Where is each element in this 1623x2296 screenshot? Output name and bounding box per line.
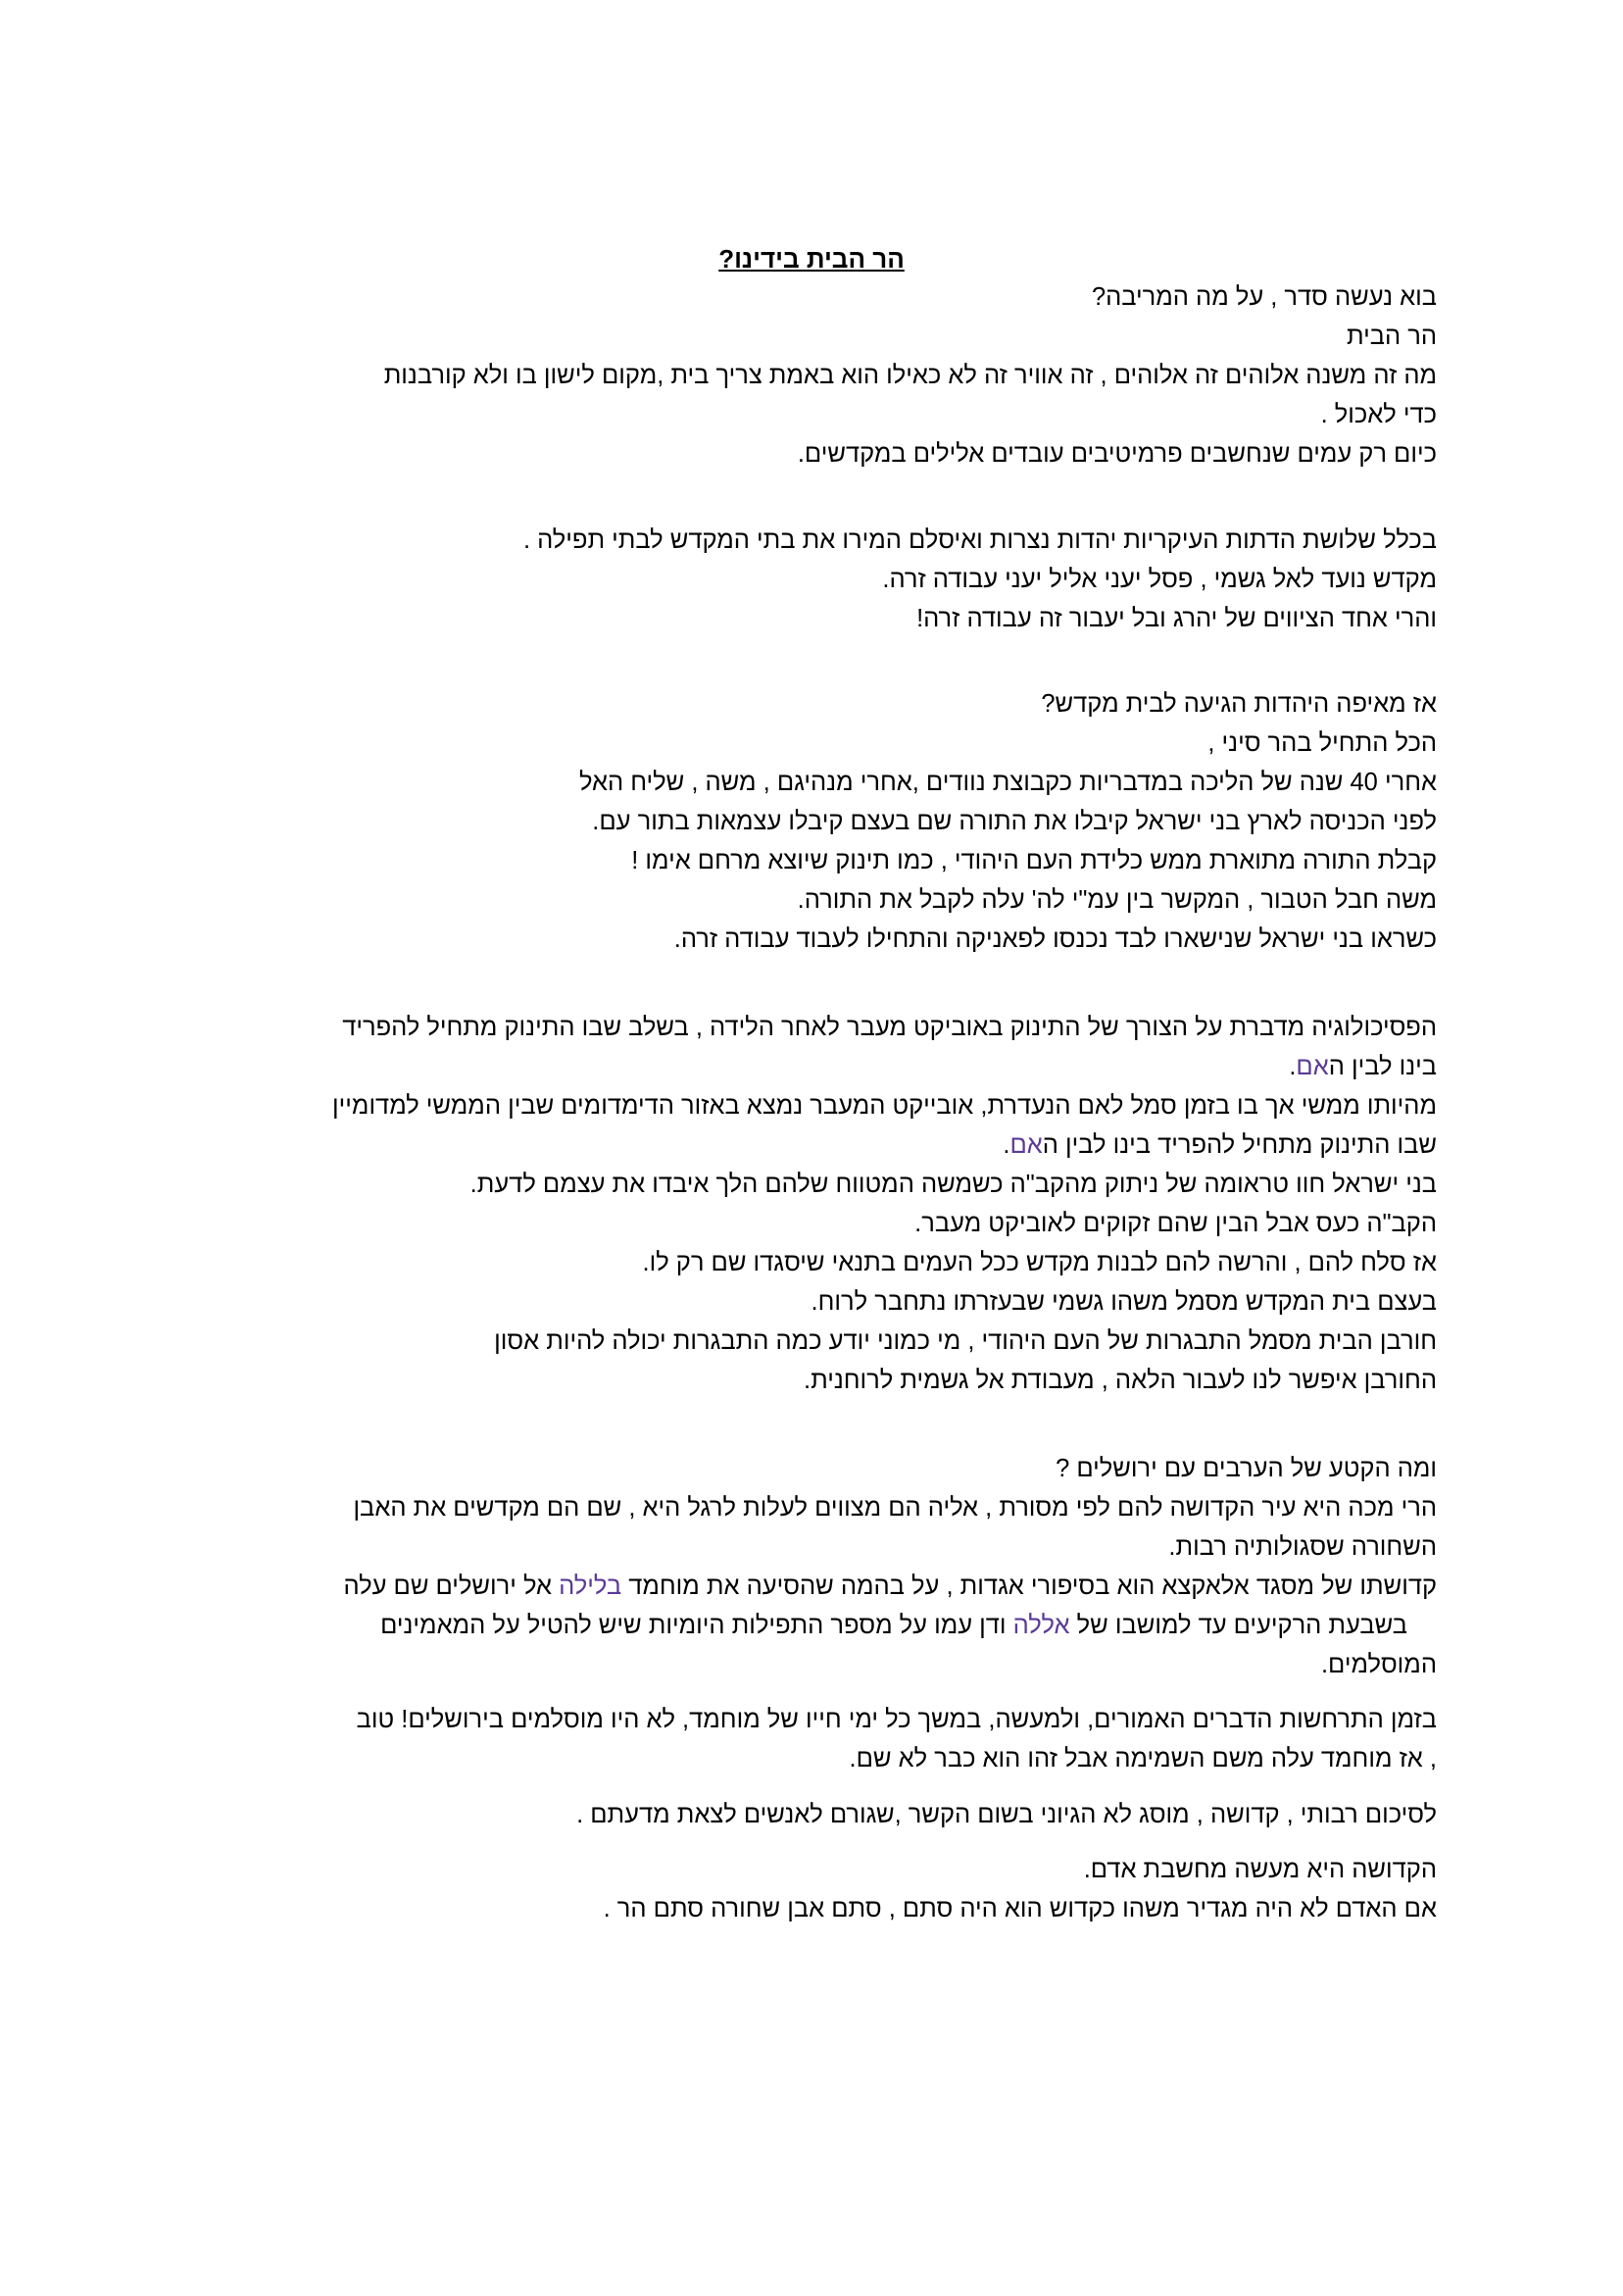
text-line: הפסיכולוגיה מדברת על הצורך של התינוק באוביקט מעבר לאחר הלידה , בשלב שבו התינוק מתחיל להפריד <box>342 1014 1437 1041</box>
text-line: הרי מכה היא עיר הקדושה להם לפי מסורת , אליה הם מצווים לעלות לרגל היא , שם הם מקדשים את האבן <box>353 1494 1437 1522</box>
text-line: בוא נעשה סדר , על מה המריבה? <box>1091 283 1437 311</box>
text-line: המוסלמים. <box>1320 1651 1437 1678</box>
text-line: מהיותו ממשי אך בו בזמן סמל לאם הנעדרת, אובייקט המעבר נמצא באזור הדימדומים שבין הממשי למדומיין <box>332 1092 1437 1120</box>
text-line: הקב"ה כעס אבל הבין שהם זקוקים לאוביקט מעבר. <box>914 1210 1437 1237</box>
highlighted-word[interactable]: אללה <box>1012 1612 1070 1639</box>
text-fragment: קדושתו של מסגד אלאקצא הוא בסיפורי אגדות , על בהמה שהסיעה את מוחמד <box>621 1572 1437 1600</box>
document-title: הר הבית בידינו? <box>718 244 905 274</box>
text-line: קבלת התורה מתוארת ממש כלידת העם היהודי , כמו תינוק שיוצא מרחם אימו ! <box>631 847 1437 874</box>
text-line: הקדושה היא מעשה מחשבת אדם. <box>1083 1856 1437 1883</box>
text-line: לפני הכניסה לארץ בני ישראל קיבלו את התורה שם בעצם קיבלו עצמאות בתור עם. <box>592 808 1437 835</box>
text-fragment: אל ירושלים שם עלה <box>343 1572 560 1600</box>
text-line <box>192 1570 1437 1603</box>
text-line: הכל התחיל בהר סיני , <box>1207 729 1437 757</box>
text-line: הר הבית <box>1346 323 1437 350</box>
text-fragment: בינו לבין ה <box>1328 1053 1437 1080</box>
text-line: אם האדם לא היה מגדיר משהו כקדוש הוא היה סתם , סתם אבן שחורה סתם הר . <box>603 1895 1437 1922</box>
highlighted-word[interactable]: אם <box>1296 1053 1329 1080</box>
text-line <box>163 1609 1407 1642</box>
text-fragment: . <box>1289 1053 1297 1080</box>
text-line: ומה הקטע של הערבים עם ירושלים ? <box>1056 1455 1437 1482</box>
text-line: משה חבל הטבור , המקשר בין עמ"י לה' עלה לקבל את התורה. <box>797 886 1437 914</box>
text-line: החורבן איפשר לנו לעבור הלאה , מעבודת אל גשמית לרוחנית. <box>804 1367 1437 1394</box>
text-fragment: ודן עמו על מספר התפילות היומיות שיש להטיל על המאמינים <box>380 1612 1013 1639</box>
text-line: בזמן התרחשות הדברים האמורים, ולמעשה, במשך כל ימי חייו של מוחמד, לא היו מוסלמים בירושלים! טוב <box>356 1706 1437 1733</box>
text-line: מה זה משנה אלוהים זה אלוהים , זה אוויר זה לא כאילו הוא באמת צריך בית ,מקום לישון בו ולא קורבנות <box>383 362 1437 389</box>
text-line: אז סלח להם , והרשה להם לבנות מקדש ככל העמים בתנאי שיסגדו שם רק לו. <box>642 1249 1437 1276</box>
text-line: אז מאיפה היהדות הגיעה לבית מקדש? <box>1041 690 1437 718</box>
text-line: כדי לאכול . <box>1320 401 1437 428</box>
text-fragment: שבו התינוק מתחיל להפריד בינו לבין ה <box>1042 1131 1437 1159</box>
text-line: חורבן הבית מסמל התבגרות של העם היהודי , מי כמוני יודע כמה התבגרות יכולה להיות אסון <box>494 1327 1437 1355</box>
text-line <box>192 1050 1437 1083</box>
text-line: בכלל שלושת הדתות העיקריות יהדות נצרות ואיסלם המירו את בתי המקדש לבתי תפילה . <box>522 526 1437 554</box>
text-line: , אז מוחמד עלה משם השמימה אבל זהו הוא כבר לא שם. <box>849 1745 1437 1772</box>
text-line: לסיכום רבותי , קדושה , מוסג לא הגיוני בשום הקשר ,שגורם לאנשים לצאת מדעתם . <box>576 1801 1437 1828</box>
text-line <box>192 1128 1437 1162</box>
text-line: השחורה שסגולותיה רבות. <box>1168 1533 1437 1561</box>
highlighted-word[interactable]: בלילה <box>559 1572 622 1600</box>
text-line: והרי אחד הציווים של יהרג ובל יעבור זה עבודה זרה! <box>916 605 1437 632</box>
text-line: כיום רק עמים שנחשבים פרמיטיבים עובדים אלילים במקדשים. <box>797 440 1437 468</box>
text-line: בני ישראל חוו טראומה של ניתוק מהקב"ה כשמשה המטווח שלהם הלך איבדו את עצמם לדעת. <box>469 1171 1437 1198</box>
text-line: מקדש נועד לאל גשמי , פסל יעני אליל יעני עבודה זרה. <box>882 566 1437 593</box>
text-line: כשראו בני ישראל שנישארו לבד נכנסו לפאניקה והתחילו לעבוד עבודה זרה. <box>673 925 1437 953</box>
text-fragment: . <box>1003 1131 1010 1159</box>
text-line: אחרי 40 שנה של הליכה במדבריות כקבוצת נוודים ,אחרי מנהיגם , משה , שליח האל <box>578 769 1437 796</box>
text-fragment: בשבעת הרקיעים עד למושבו של <box>1069 1612 1407 1639</box>
highlighted-word[interactable]: אם <box>1009 1131 1043 1159</box>
text-line: בעצם בית המקדש מסמל משהו גשמי שבעזרתו נתחבר לרוח. <box>811 1288 1437 1316</box>
